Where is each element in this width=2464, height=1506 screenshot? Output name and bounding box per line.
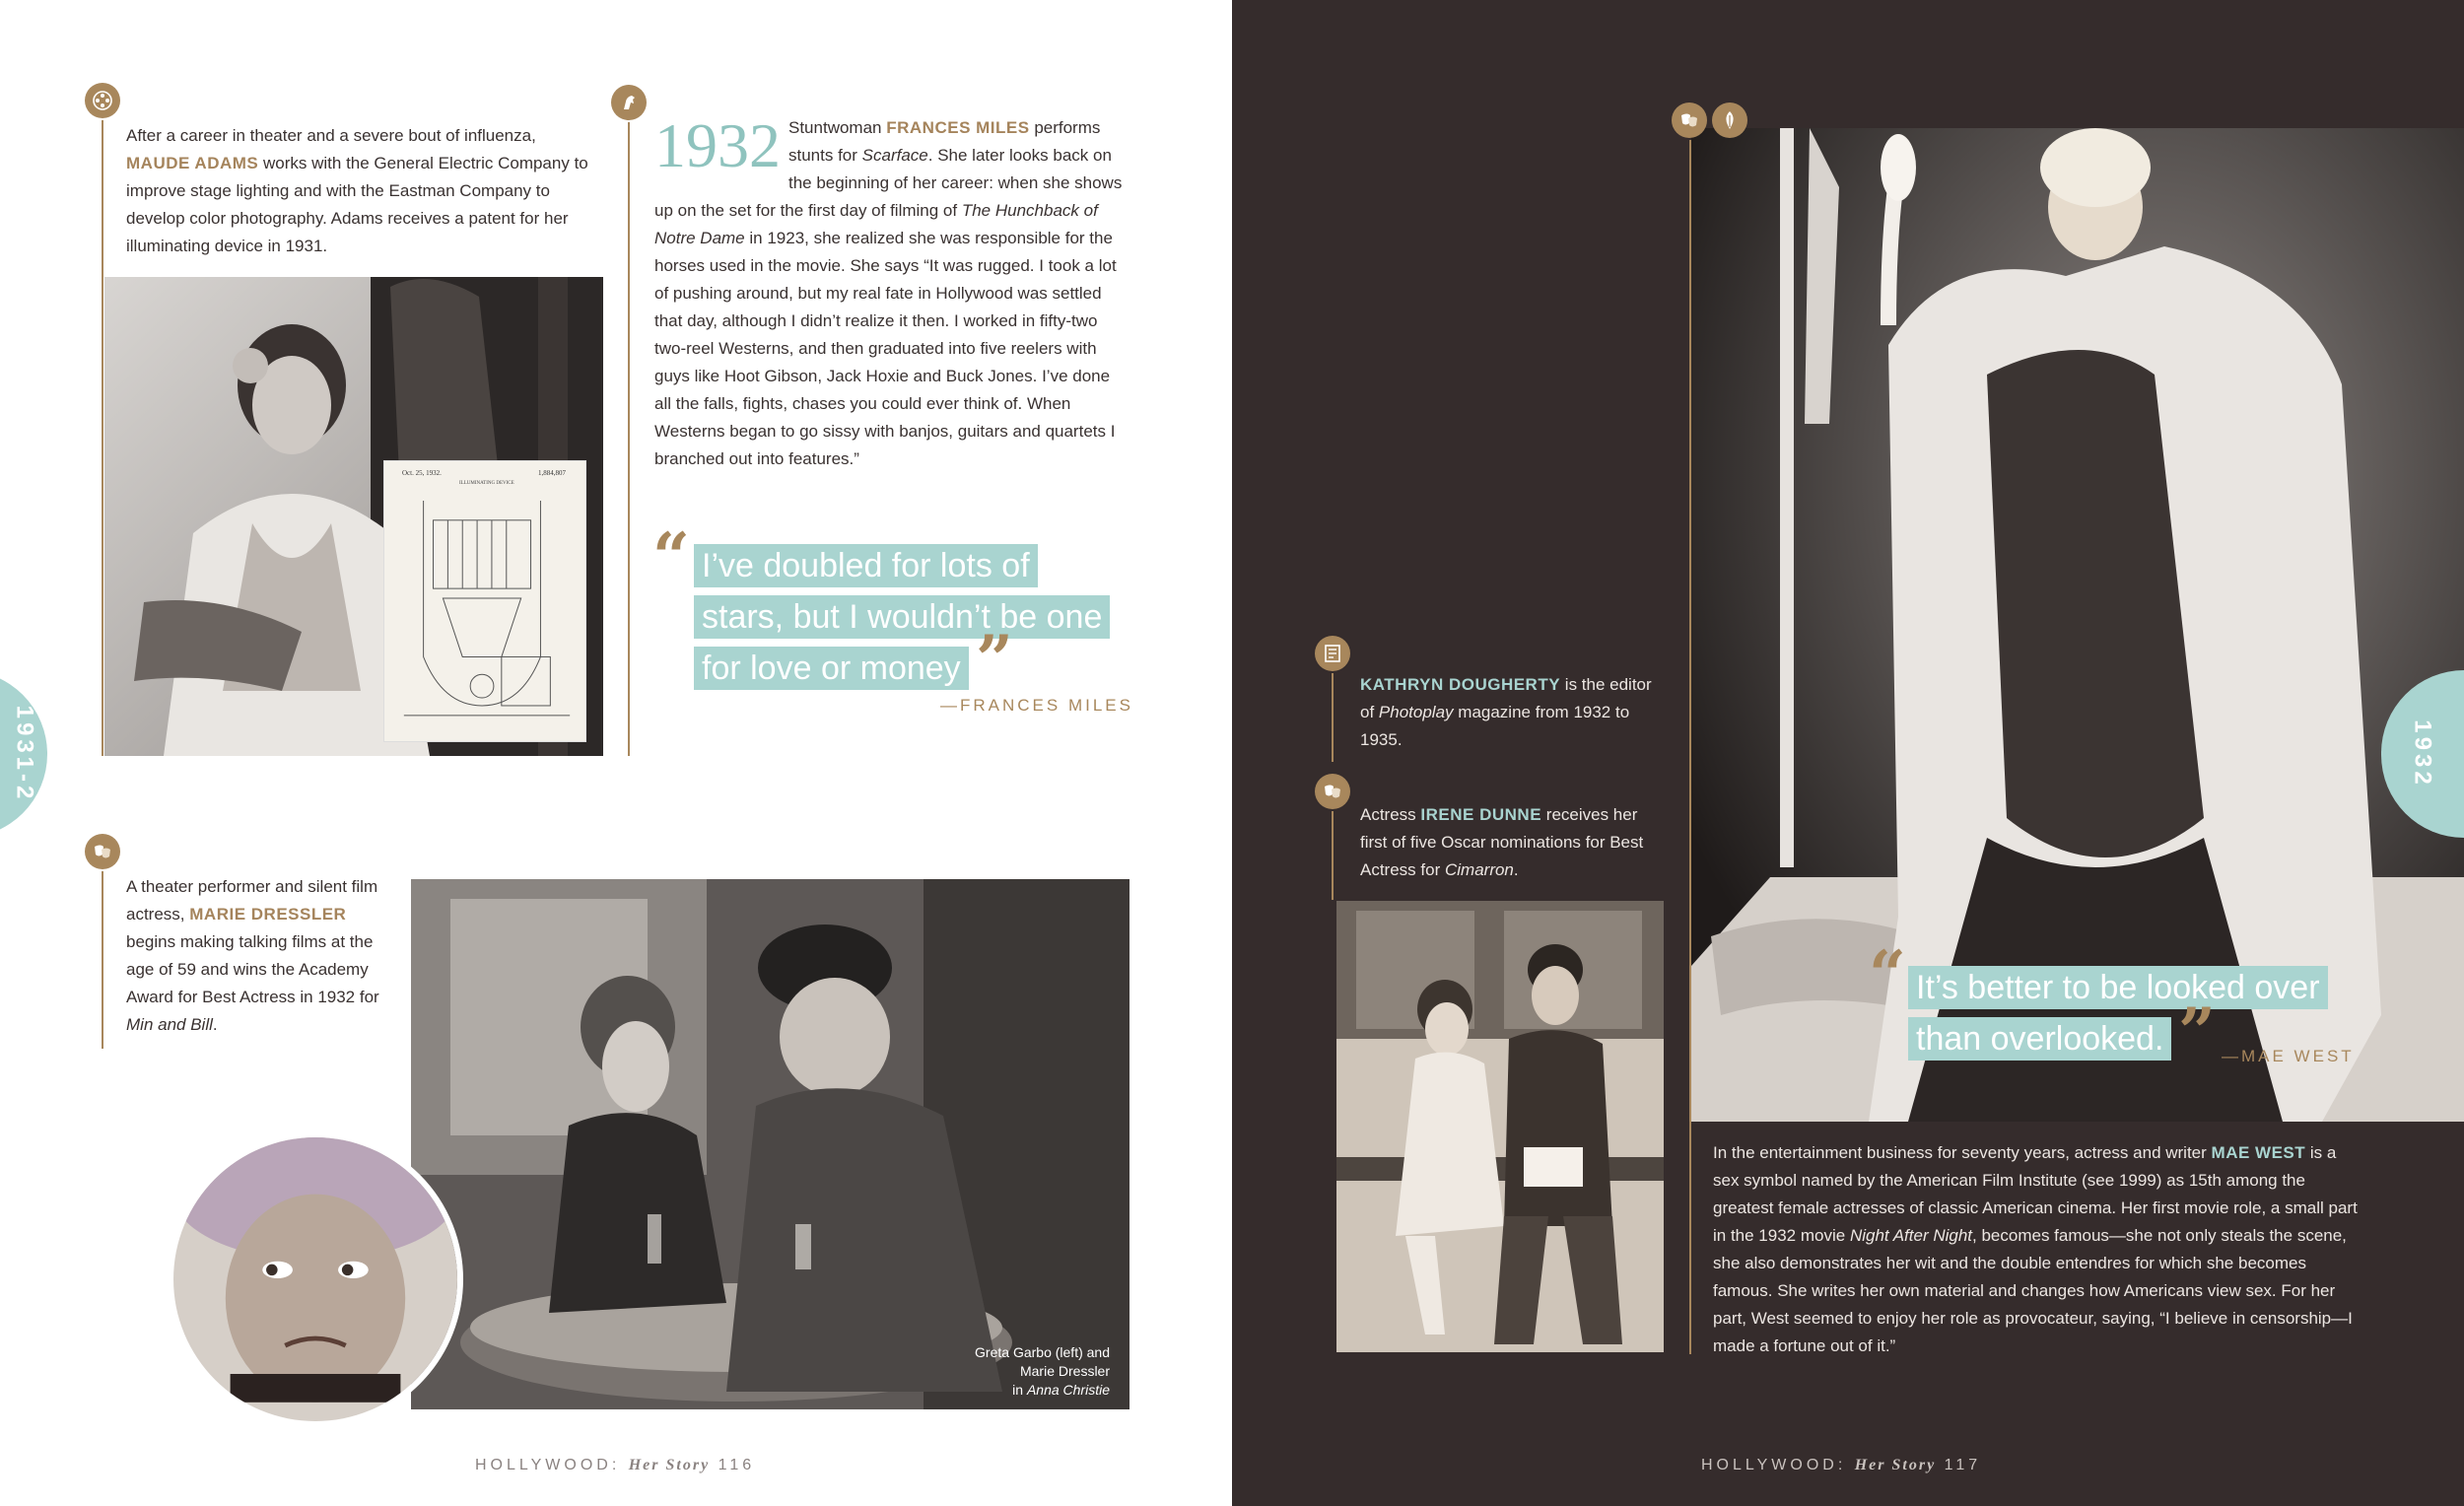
kathryn-dougherty-name: KATHRYN DOUGHERTY [1360,675,1561,694]
maude-adams-entry: After a career in theater and a severe bout of influenza, MAUDE ADAMS works with the General Electric Company to improve stage lighting and with the Eastman Company to develop color photography. Adams receives a patent for her illuminating device in 1931. [126,126,588,255]
theater-masks-icon [1315,774,1350,809]
marie-dressler-name: MARIE DRESSLER [189,905,347,924]
quote-line: It’s better to be looked over [1908,966,2328,1009]
year-side-tab [0,670,47,838]
photo-caption: Greta Garbo (left) and Marie Dressler in Anna Christie [975,1344,1110,1398]
anna-christie-photo [411,879,1129,1409]
frances-miles-quote [694,544,1147,698]
page-footer-right: HOLLYWOOD: Her Story 117 [1701,1457,1982,1473]
patent-number: 1,884,807 [538,469,566,477]
magazine-icon [1315,636,1350,671]
maude-adams-name: MAUDE ADAMS [126,154,259,172]
irene-dunne-name: IRENE DUNNE [1420,805,1542,824]
horse-icon [611,85,647,120]
marie-dressler-entry: A theater performer and silent film actress, MARIE DRESSLER begins making talking films at the age of 59 and wins the Academy Award for Best Actress in 1932 for Min and Bill. [126,877,379,1034]
timeline-line [1689,140,1691,1354]
quote-line: stars, but I wouldn’t be one [694,595,1110,639]
side-tab-label: 1931-2 [11,705,38,803]
irene-dunne-entry: Actress IRENE DUNNE receives her first of five Oscar nominations for Best Actress for Cimarron. [1360,805,1644,879]
film-reel-icon [85,83,120,118]
mae-west-entry: In the entertainment business for seventy years, actress and writer MAE WEST is a sex symbol named by the American Film Institute (see 1999) as 15th among the greatest female actresses of classic American cinema. Her first movie role, a small part in the 1932 movie Night After Night, becomes famous—she not only steals the scene, she also demonstrates her wit and the double entendres for which she becomes famous. She writes her own material and changes how Americans view sex. For her part, West seemed to enjoy her role as provocateur, saying, “I believe in censorship—I made a fortune out of it.” [1713,1143,2358,1355]
quote-line: than overlooked. [1908,1017,2171,1061]
irene-dunne-photo [1336,901,1664,1352]
mae-west-name: MAE WEST [2211,1143,2306,1162]
quill-pen-icon [1712,103,1747,138]
close-quote-mark: ” [976,621,1013,698]
patent-drawing [383,460,586,742]
quote-line: I’ve doubled for lots of [694,544,1038,587]
right-page [1232,0,2464,1506]
page-footer-left: HOLLYWOOD: Her Story 116 [475,1457,756,1473]
kathryn-dougherty-entry: KATHRYN DOUGHERTY is the editor of Photoplay magazine from 1932 to 1935. [1360,675,1652,749]
patent-date: Oct. 25, 1932. [402,469,442,477]
year-1932: 1932 [654,110,781,180]
timeline-line [1332,673,1334,762]
frances-miles-entry: 1932 Stuntwoman FRANCES MILES performs stunts for Scarface. She later looks back on the beginning of her career: when she shows up on the set for the first day of filming of The Hunchback of Notre Dame in 1923, she realized she was responsible for the horses used in the movie. She says “It was rugged. I took a lot of pushing around, but my real fate in Hollywood was settled that day, although I didn’t realize it then. I worked in fifty-two two-reel Westerns, and then graduated into five reelers with guys like Hoot Gibson, Jack Hoxie and Buck Jones. I’ve done all the falls, fights, chases you could ever think of. When Westerns began to go sissy with banjos, guitars and quartets I branched out into features.” [654,110,1123,468]
timeline-line [628,122,630,756]
theater-masks-icon [1672,103,1707,138]
marie-dressler-portrait [168,1131,463,1427]
timeline-line [1332,811,1334,900]
close-quote-mark: ” [2178,993,2216,1070]
open-quote-mark: “ [652,518,690,595]
patent-title: ILLUMINATING DEVICE [459,481,514,486]
quote-line: for love or money [694,647,969,690]
quote-attribution: —FRANCES MILES [940,696,1133,715]
frances-miles-name: FRANCES MILES [886,118,1030,137]
timeline-line [102,871,103,1049]
side-tab-label: 1932 [2409,719,2436,788]
timeline-line [102,120,103,756]
open-quote-mark: “ [1869,936,1906,1013]
quote-attribution: —MAE WEST [2222,1047,2355,1065]
theater-masks-icon [85,834,120,869]
